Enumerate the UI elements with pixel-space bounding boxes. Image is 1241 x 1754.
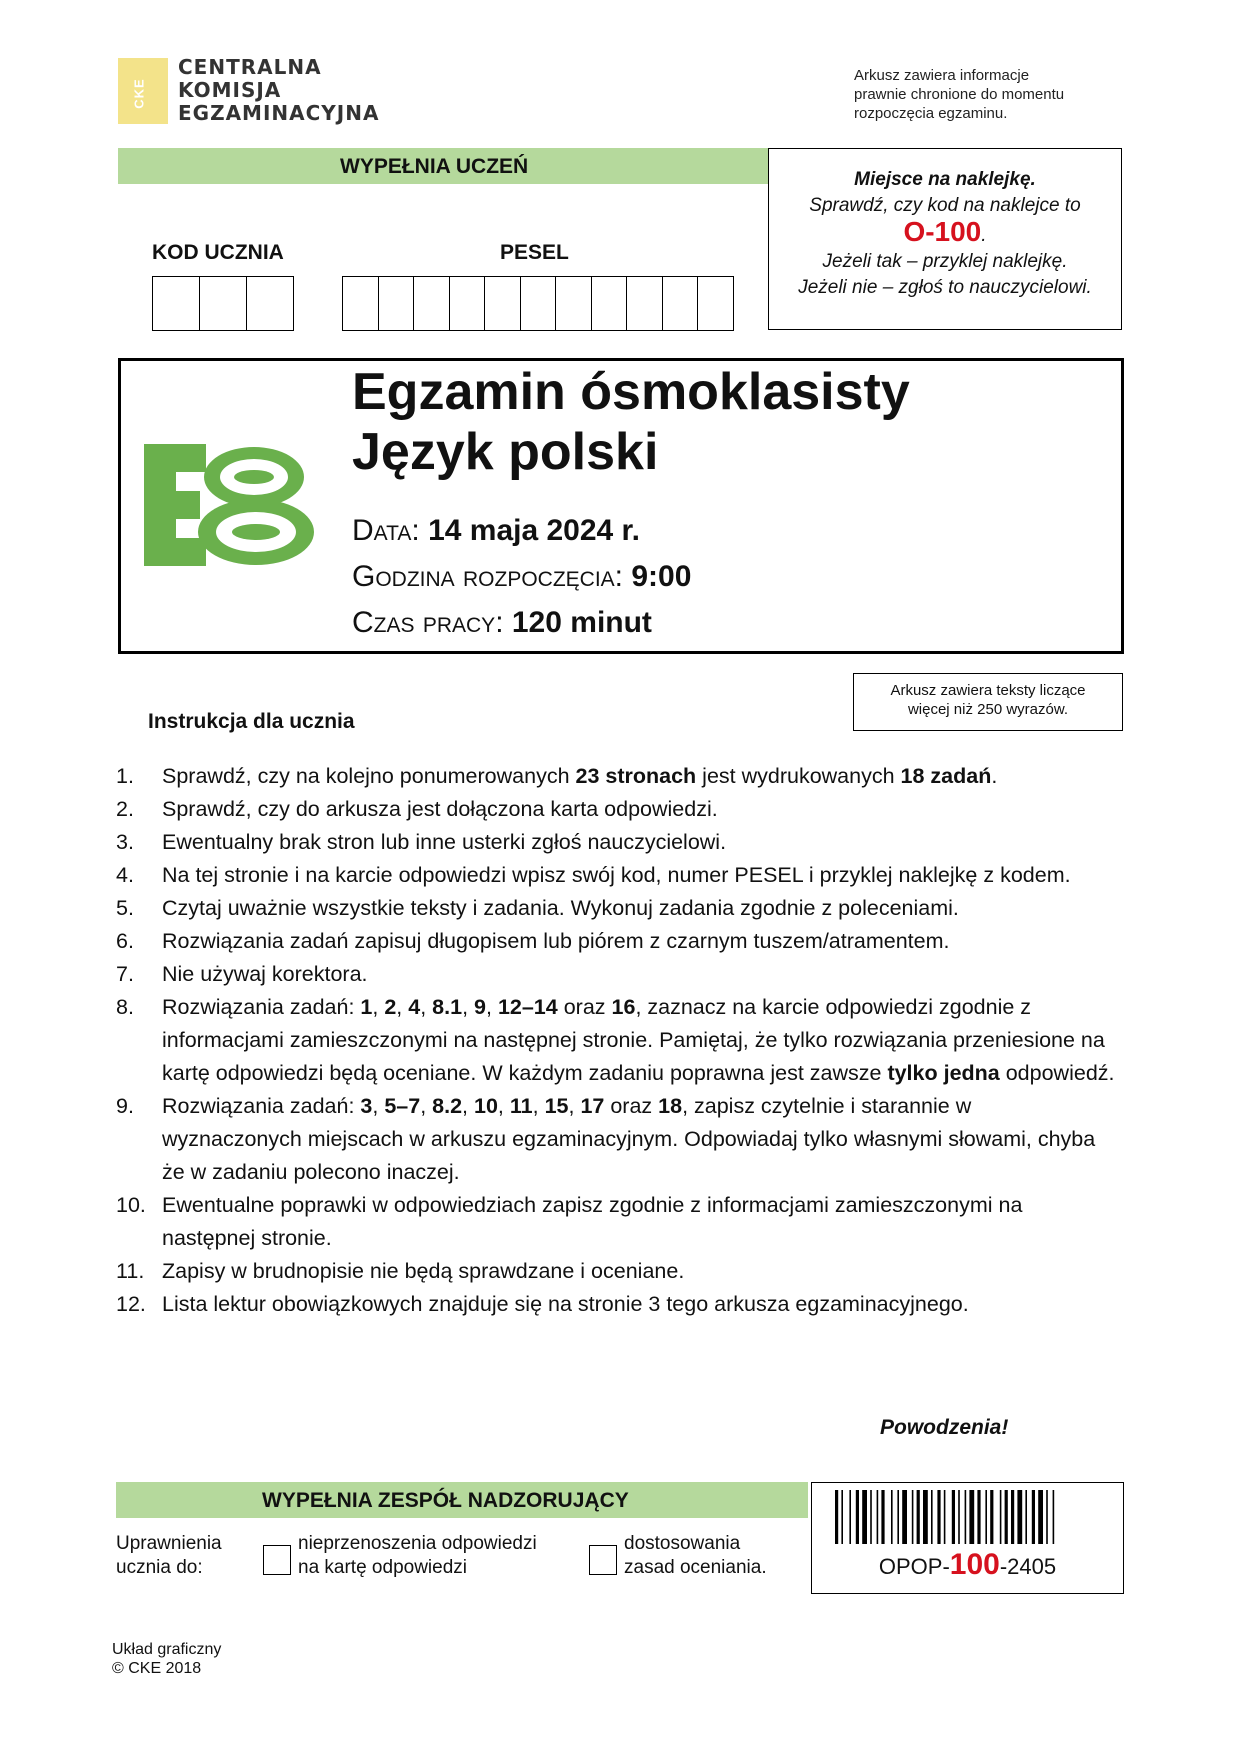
pesel-box[interactable] (449, 276, 486, 331)
instruction-item (116, 826, 1116, 859)
instruction-item (116, 1288, 1116, 1321)
sheet-code (811, 1548, 1124, 1582)
sheet-code-prefix: OPOP- (878, 1554, 950, 1579)
instruction-number: 4. (116, 863, 134, 887)
sticker-yes-text: Jeżeli tak – przyklej naklejkę. (822, 251, 1068, 272)
pesel-box[interactable] (413, 276, 450, 331)
pesel-box[interactable] (378, 276, 415, 331)
instruction-number: 2. (116, 797, 134, 821)
instruction-text: Na tej stronie i na karcie odpowiedzi wpisz swój kod, numer PESEL i przyklej naklejkę z kodem. (162, 863, 1071, 887)
exam-duration (352, 606, 652, 640)
sticker-no-text: Jeżeli nie – zgłoś to nauczycielowi. (798, 277, 1092, 298)
instruction-number: 10. (116, 1193, 146, 1217)
instruction-number: 1. (116, 764, 134, 788)
instruction-text: Nie używaj korektora. (162, 962, 368, 986)
instruction-item (116, 760, 1116, 793)
instruction-text: Rozwiązania zadań zapisuj długopisem lub piórem z czarnym tuszem/atramentem. (162, 929, 950, 953)
instruction-number: 3. (116, 830, 134, 854)
instruction-item (116, 859, 1116, 892)
pesel-box[interactable] (626, 276, 663, 331)
rights-label: Uprawnienia ucznia do: (116, 1533, 222, 1578)
protected-info-note: Arkusz zawiera informacje prawnie chronione do momentu rozpoczęcia egzaminu. (854, 67, 1065, 122)
exam-start-value: 9:00 (631, 560, 692, 593)
instruction-item (116, 793, 1116, 826)
footer-credit: Układ graficzny © CKE 2018 (112, 1641, 222, 1677)
instruction-item (116, 1090, 1116, 1189)
pesel-box[interactable] (591, 276, 628, 331)
pesel-box[interactable] (555, 276, 592, 331)
sheet-code-number: 100 (949, 1548, 1000, 1581)
instruction-text: Lista lektur obowiązkowych znajduje się na stronie 3 tego arkusza egzaminacyjnego. (162, 1292, 969, 1316)
sticker-area (768, 148, 1122, 330)
exam-date-suffix: r. (613, 514, 640, 547)
instruction-number: 11. (116, 1259, 145, 1283)
student-code-box[interactable] (246, 276, 294, 331)
good-luck-text: Powodzenia! (880, 1416, 1009, 1439)
instruction-number: 8. (116, 995, 134, 1019)
instruction-number: 7. (116, 962, 134, 986)
instruction-item (116, 925, 1116, 958)
instruction-text: Sprawdź, czy do arkusza jest dołączona karta odpowiedzi. (162, 797, 718, 821)
instructions-title: Instrukcja dla ucznia (148, 710, 355, 733)
pesel-boxes[interactable] (343, 276, 734, 331)
adapted-grading-checkbox[interactable] (589, 1545, 617, 1575)
instruction-text: Zapisy w brudnopisie nie będą sprawdzane i oceniane. (162, 1259, 685, 1283)
supervisors-label: WYPEŁNIA ZESPÓŁ NADZORUJĄCY (262, 1489, 629, 1512)
no-transfer-checkbox[interactable] (263, 1545, 291, 1575)
exam-title: Egzamin ósmoklasisty (352, 363, 910, 421)
cke-logo-mark: CKE (118, 58, 168, 124)
adapted-grading-label: dostosowania zasad oceniania. (624, 1533, 767, 1578)
e8-logo-icon (144, 444, 314, 566)
instruction-item (116, 991, 1116, 1090)
exam-subject: Język polski (352, 423, 659, 481)
student-code-boxes[interactable] (153, 276, 294, 331)
instruction-number: 9. (116, 1094, 134, 1118)
student-fills-label: WYPEŁNIA UCZEŃ (340, 155, 529, 178)
exam-date-value: 14 maja 2024 (428, 514, 614, 547)
pesel-box[interactable] (342, 276, 379, 331)
instructions-list (116, 760, 1116, 1321)
instruction-item (116, 1255, 1116, 1288)
cke-logo-text: CENTRALNA KOMISJA EGZAMINACYJNA (178, 55, 380, 125)
instruction-text: Czytaj uważnie wszystkie teksty i zadania. Wykonuj zadania zgodnie z poleceniami. (162, 896, 959, 920)
pesel-box[interactable] (520, 276, 557, 331)
instruction-item (116, 892, 1116, 925)
instruction-item (116, 958, 1116, 991)
sticker-title: Miejsce na naklejkę. (854, 169, 1036, 190)
sticker-check-text: Sprawdź, czy kod na naklejce to (809, 195, 1081, 216)
word-count-note: Arkusz zawiera teksty liczące więcej niż 250 wyrazów. (853, 673, 1123, 731)
exam-date (352, 514, 640, 548)
no-transfer-label: nieprzenoszenia odpowiedzi na kartę odpowiedzi (298, 1533, 537, 1578)
sheet-code-suffix: -2405 (999, 1554, 1057, 1579)
sticker-code: O-100 (903, 216, 982, 247)
pesel-box[interactable] (662, 276, 699, 331)
student-fills-bar (118, 148, 768, 184)
instruction-number: 6. (116, 929, 134, 953)
instruction-text: Ewentualny brak stron lub inne usterki zgłoś nauczycielowi. (162, 830, 727, 854)
student-code-label: KOD UCZNIA (152, 241, 284, 264)
instruction-number: 5. (116, 896, 134, 920)
pesel-label: PESEL (500, 241, 569, 264)
sticker-code-suffix: . (981, 225, 987, 246)
exam-date-label: Data: (352, 514, 429, 547)
student-code-box[interactable] (152, 276, 200, 331)
instruction-text: Rozwiązania zadań: 3, 5–7, 8.2, 10, 11, 15, 17 oraz 18, zapisz czytelnie i starannie w wyznaczonych miejscach w arkuszu egzaminacyjnym. Odpowiadaj tylko własnymi słowami, chyba że w zadaniu polecono inaczej. (162, 1094, 1096, 1184)
instruction-text: Rozwiązania zadań: 1, 2, 4, 8.1, 9, 12–14 oraz 16, zaznacz na karcie odpowiedzi zgodnie z informacjami zamieszczonymi na następnej stronie. Pamiętaj, że tylko rozwiązania przeniesione na kartę odpowiedzi będą oceniane. W każdym zadaniu poprawna jest zawsze tylko jedna odpowiedź. (162, 995, 1115, 1085)
barcode-icon (835, 1490, 1101, 1544)
supervisors-bar (116, 1482, 808, 1518)
exam-start-time (352, 560, 691, 594)
exam-duration-label: Czas pracy: (352, 606, 512, 639)
instruction-item (116, 1189, 1116, 1255)
exam-duration-value: 120 minut (511, 606, 652, 639)
instruction-number: 12. (116, 1292, 146, 1316)
instruction-text: Sprawdź, czy na kolejno ponumerowanych 23 stronach jest wydrukowanych 18 zadań. (162, 764, 998, 788)
student-code-box[interactable] (199, 276, 247, 331)
pesel-box[interactable] (484, 276, 521, 331)
instruction-text: Ewentualne poprawki w odpowiedziach zapisz zgodnie z informacjami zamieszczonymi na następnej stronie. (162, 1193, 1023, 1250)
pesel-box[interactable] (697, 276, 734, 331)
exam-start-label: Godzina rozpoczęcia: (352, 560, 632, 593)
